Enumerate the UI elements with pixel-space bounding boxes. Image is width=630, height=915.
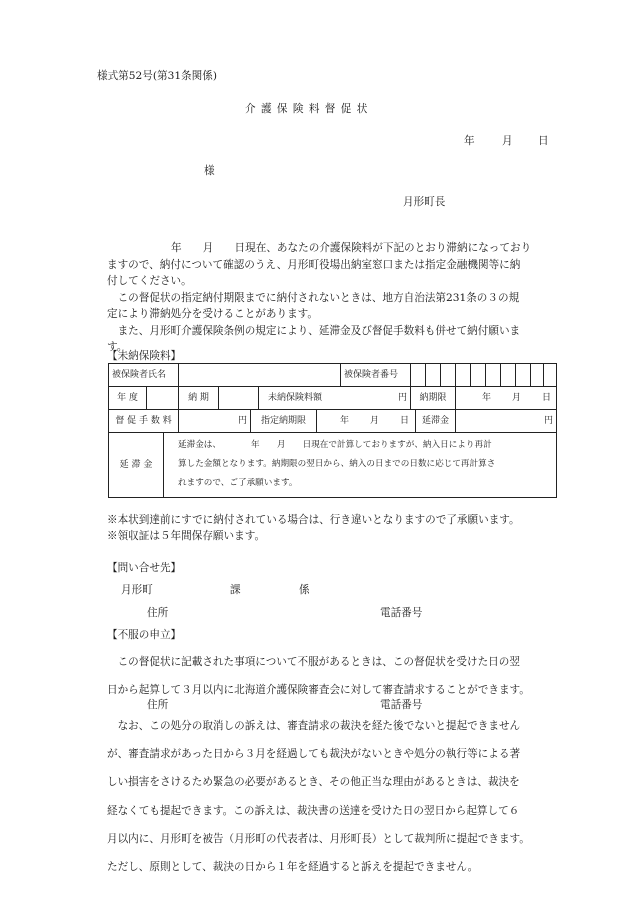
unpaid-amount-yen: 円	[397, 392, 407, 403]
issuer: 月形町長	[403, 196, 446, 208]
appeal-line: しい損害をさけるため緊急の必要があるとき、その他正当な理由があるときは、裁決を	[107, 776, 520, 789]
unpaid-heading: 【未納保険料】	[107, 350, 182, 362]
appeal-text	[107, 648, 530, 704]
form-number: 様式第52号(第31条関係)	[97, 70, 217, 82]
designated-deadline-label: 指定納期限	[260, 415, 306, 426]
body-line: また、月形町介護保険条例の規定により、延滞金及び督促手数料も併せて納付願いま	[107, 324, 521, 337]
body-line: 年 月 日現在、あなたの介護保険料が下記のとおり滞納になっており	[171, 242, 532, 254]
late-fee-note-line: 算した金額となります。納期限の翌日から、納入の日までの日数に応じて再計算さ	[178, 459, 496, 469]
appeal-text-2	[107, 712, 530, 881]
insured-number-label: 被保険者番号	[344, 369, 399, 380]
appeal-line: 月以内に、月形町を被告（月形町の代表者は、月形町長）として裁判所に提起できます。	[107, 832, 530, 845]
late-fee-note	[178, 436, 495, 493]
body-line: ますので、納付について確認のうえ、月形町役場出納室窓口または指定金融機関等に納	[107, 258, 521, 271]
appeal-line: この督促状に記載された事項について不服があるときは、この督促状を受けた日の翌	[107, 656, 520, 668]
appeal-address: 住所	[147, 699, 169, 711]
contact-heading: 【問い合せ先】	[107, 562, 182, 574]
note-line: ※領収証は５年間保存願います。	[107, 530, 266, 542]
deadline-day: 日	[542, 392, 552, 403]
late-fee-yen: 円	[543, 415, 553, 426]
dunning-fee-label: 督 促 手 数 料	[115, 415, 172, 426]
appeal-line: 日から起算して３月以内に北海道介護保険審査会に対して審査請求することができます。	[107, 684, 530, 697]
body-line: 付してください。	[107, 275, 192, 287]
note-line: ※本状到達前にすでに納付されている場合は、行き違いとなりますので了承願います。	[107, 514, 520, 526]
deadline-year: 年	[482, 392, 492, 403]
page-title: 介 護 保 険 料 督 促 状	[245, 103, 369, 115]
deadline-month: 月	[512, 392, 522, 403]
contact-staff: 係	[299, 584, 310, 596]
late-fee-note-line: 延滞金は、 年 月 日現在で計算しておりますが、納入日により再計	[178, 440, 492, 450]
contact-address: 住所	[147, 607, 169, 619]
contact-town: 月形町	[121, 584, 153, 596]
body-line: 定により滞納処分を受けることがあります。	[107, 308, 319, 320]
fiscal-year-label: 年 度	[117, 392, 138, 403]
late-fee-label: 延 滞 金	[119, 459, 153, 470]
contact-phone: 電話番号	[380, 607, 423, 619]
late-fee-note-line: れますので、ご了承願います。	[178, 478, 298, 488]
deadline-label: 納期限	[419, 392, 447, 403]
date-year: 年	[464, 135, 475, 147]
appeal-heading: 【不服の申立】	[107, 629, 182, 641]
appeal-line: が、審査請求があった日から３月を経過しても裁決がないときや処分の執行等による著	[107, 748, 521, 761]
insured-name-label: 被保険者氏名	[112, 369, 167, 380]
appeal-line: ただし、原則として、裁決の日から１年を経過すると訴えを提起できません。	[107, 860, 479, 873]
body-line: この督促状の指定納付期限までに納付されないときは、地方自治法第231条の３の規	[107, 291, 520, 304]
dunning-fee-yen: 円	[237, 415, 247, 426]
payment-period-label: 納 期	[188, 392, 209, 403]
designated-deadline-month: 月	[370, 415, 380, 426]
appeal-line: 経なくても提起できます。この訴えは、裁決書の送達を受けた日の翌日から起算して６	[107, 804, 520, 817]
addressee-suffix: 様	[204, 165, 215, 177]
body-line: す。	[107, 341, 128, 353]
date-month: 月	[502, 135, 513, 147]
date-day: 日	[538, 135, 549, 147]
body-text	[107, 240, 531, 356]
late-fee-small-label: 延滞金	[421, 415, 449, 426]
designated-deadline-day: 日	[400, 415, 410, 426]
designated-deadline-year: 年	[340, 415, 350, 426]
unpaid-amount-label: 未納保険料額	[267, 392, 322, 403]
contact-section: 課	[230, 584, 241, 596]
appeal-line: なお、この処分の取消しの訴えは、審査請求の裁決を経た後でないと提起できません	[107, 720, 521, 732]
appeal-phone: 電話番号	[380, 699, 423, 711]
